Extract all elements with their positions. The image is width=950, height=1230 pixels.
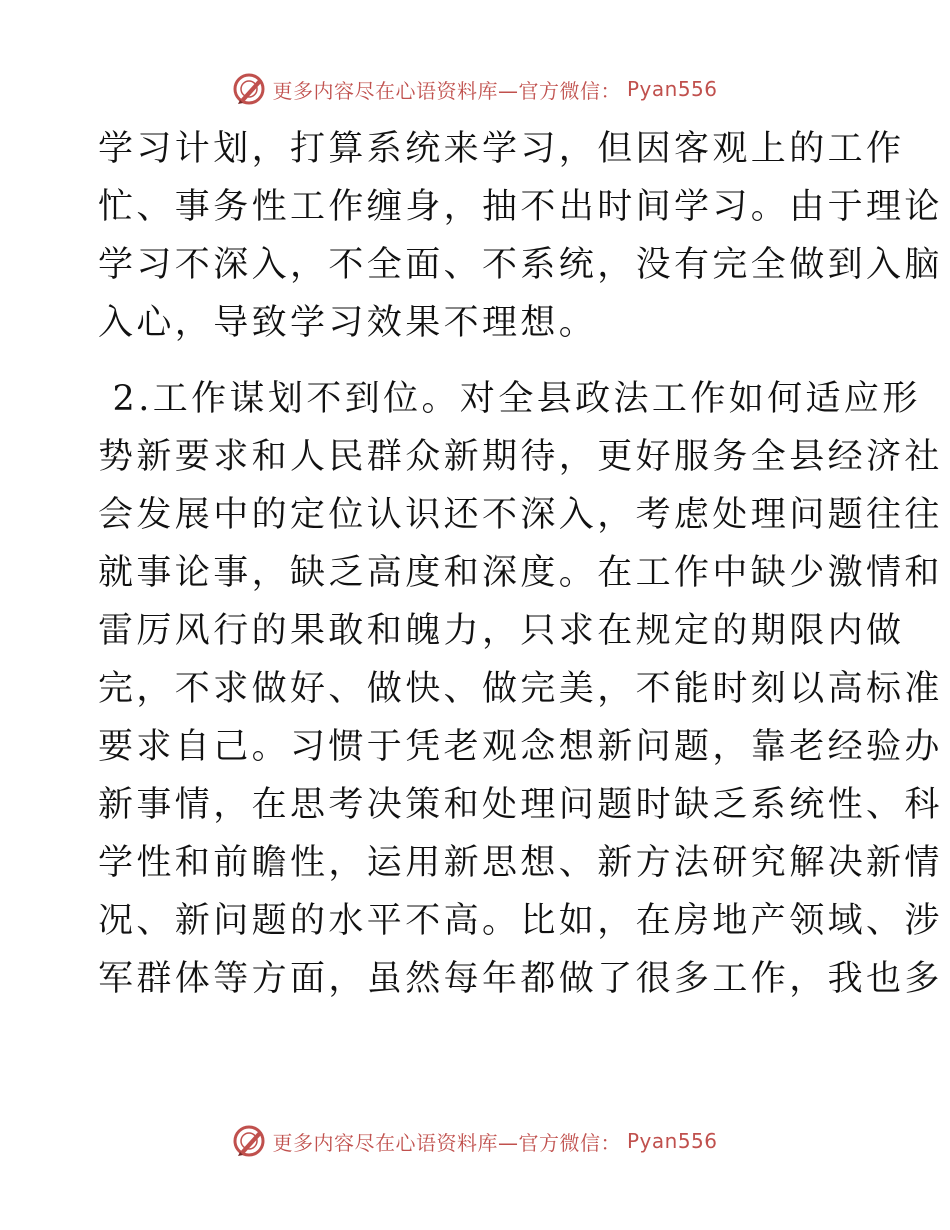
- text-line: 忙、事务性工作缠身，抽不出时间学习。由于理论: [98, 187, 943, 227]
- text-line: 完，不求做好、做快、做完美，不能时刻以高标准: [98, 669, 943, 709]
- text-line: 入心，导致学习效果不理想。: [98, 303, 598, 343]
- text-line: 学性和前瞻性，运用新思想、新方法研究解决新情: [98, 843, 943, 883]
- pen-logo-icon: [232, 72, 266, 106]
- paragraph-1: [98, 120, 943, 352]
- text-line: 势新要求和人民群众新期待，更好服务全县经济社: [98, 437, 943, 477]
- paragraph-2: [98, 370, 943, 1008]
- footer-watermark-text: 更多内容尽在心语资料库—官方微信：: [272, 1130, 621, 1155]
- paragraph-spacer: [98, 352, 858, 370]
- text-line: 学习不深入，不全面、不系统，没有完全做到入脑: [98, 245, 943, 285]
- text-line: 学习计划，打算系统来学习，但因客观上的工作: [98, 129, 905, 169]
- page-header: [0, 72, 950, 106]
- text-line: 就事论事，缺乏高度和深度。在工作中缺少激情和: [98, 553, 943, 593]
- footer-wechat-id: Pyan556: [626, 1129, 718, 1153]
- page-footer: [0, 1124, 950, 1158]
- header-watermark-text: 更多内容尽在心语资料库—官方微信：: [272, 78, 621, 103]
- text-line: 会发展中的定位认识还不深入，考虑处理问题往往: [98, 495, 943, 535]
- text-line: 雷厉风行的果敢和魄力，只求在规定的期限内做: [98, 611, 905, 651]
- header-wechat-id: Pyan556: [626, 77, 718, 101]
- pen-logo-icon: [232, 1124, 266, 1158]
- text-line: 军群体等方面，虽然每年都做了很多工作，我也多: [98, 959, 943, 999]
- document-body: [98, 120, 943, 1008]
- text-line: 要求自己。习惯于凭老观念想新问题，靠老经验办: [98, 727, 943, 767]
- text-line: 2.工作谋划不到位。对全县政法工作如何适应形: [98, 379, 921, 419]
- text-line: 新事情，在思考决策和处理问题时缺乏系统性、科: [98, 785, 943, 825]
- text-line: 况、新问题的水平不高。比如，在房地产领域、涉: [98, 901, 943, 941]
